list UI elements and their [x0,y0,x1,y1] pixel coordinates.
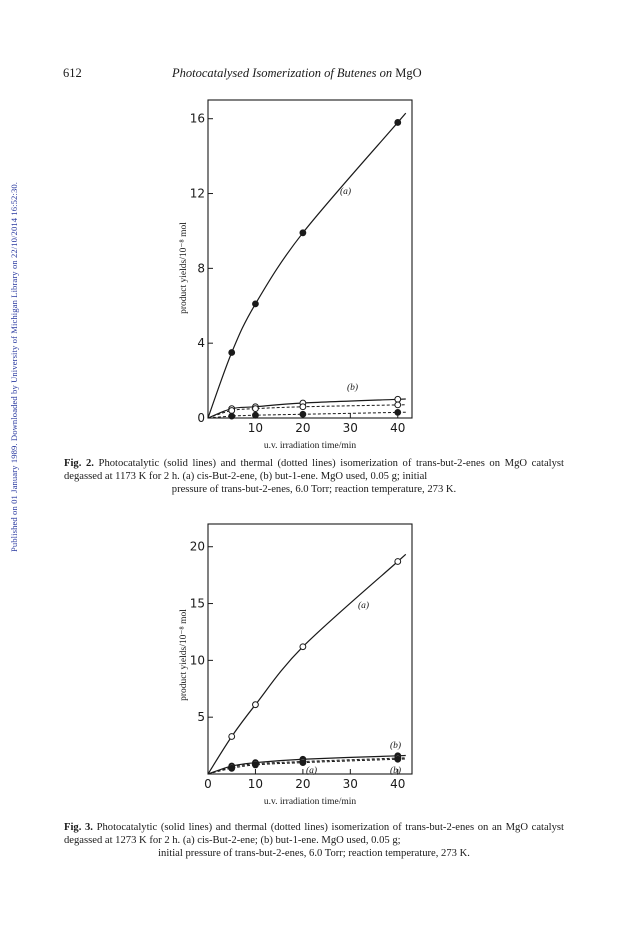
y-tick-label: 5 [197,710,205,725]
caption-line-3: initial pressure of trans-but-2-enes, 6.0 Torr; reaction temperature, 273 K. [158,848,470,859]
series-0-line [208,554,406,774]
y-axis-label: product yields/10⁻⁸ mol [179,609,189,701]
download-notice-text: Published on 01 January 1989. Downloaded by University of Michigan Library on 22/10/2014 16:52:30. [9,182,19,552]
series-3-point [395,756,401,762]
x-tick-label: 30 [342,421,358,435]
caption-line-2: an MgO catalyst degassed at 1273 K for 2 h. (a) cis-But-2-ene; (b) but-1-ene. MgO used, 0.05 g; [64,822,564,846]
x-axis-label: u.v. irradiation time/min [263,797,357,807]
caption-label: Fig. 2. [64,458,94,469]
x-tick-label: 40 [390,777,406,791]
series-label-dotted-b: (b) [390,766,402,776]
y-tick-label: 20 [189,539,205,554]
plot-frame [208,524,412,774]
x-tick-label: 20 [295,421,311,435]
running-title-chem: MgO [395,66,422,80]
y-tick-label: 15 [189,596,205,611]
series-3-point [300,760,306,766]
page-number: 612 [63,66,82,80]
x-tick-label: 0 [204,777,212,791]
series-label-a: (a) [340,187,352,197]
caption-line-3: pressure of trans-but-2-enes, 6.0 Torr; reaction temperature, 273 K. [171,484,457,495]
series-label-b: (b) [347,383,359,393]
caption-line-1: Photocatalytic (solid lines) and thermal (dotted lines) isomerization of trans-but-2-enes on [96,822,489,833]
series-3-point [229,765,235,771]
y-tick-label: 16 [189,111,205,126]
x-tick-label: 10 [247,777,264,791]
running-title-text: Photocatalysed Isomerization of Butenes on [172,66,393,80]
series-0-point [229,734,235,740]
y-tick-label: 10 [189,653,205,668]
y-tick-label: 4 [197,336,205,351]
series-label-a: (a) [358,601,370,611]
series-3-point [253,762,259,768]
figure-3-caption [64,821,564,860]
x-tick-label: 10 [247,421,264,435]
series-0-point [300,644,306,650]
series-0-point [253,702,259,708]
x-axis-label: u.v. irradiation time/min [263,441,357,451]
x-tick-label: 40 [390,421,406,435]
series-label-b: (b) [390,741,402,751]
series-label-dotted-a: (a) [306,766,318,776]
y-tick-label: 12 [189,186,205,201]
x-tick-label: 30 [342,777,358,791]
series-0-point [395,559,401,565]
caption-line-2: MgO catalyst degassed at 1173 K for 2 h. (a) cis-But-2-ene, (b) but-1-ene. MgO used, 0.05 g; initial [64,458,564,482]
y-tick-label: 0 [197,411,205,425]
caption-label: Fig. 3. [64,822,93,833]
y-axis-label: product yields/10⁻⁸ mol [179,222,189,314]
y-tick-label: 8 [197,261,205,276]
x-tick-label: 20 [295,777,311,791]
caption-line-1: Photocatalytic (solid lines) and thermal (dotted lines) isomerization of trans-but-2-enes on [98,458,501,469]
